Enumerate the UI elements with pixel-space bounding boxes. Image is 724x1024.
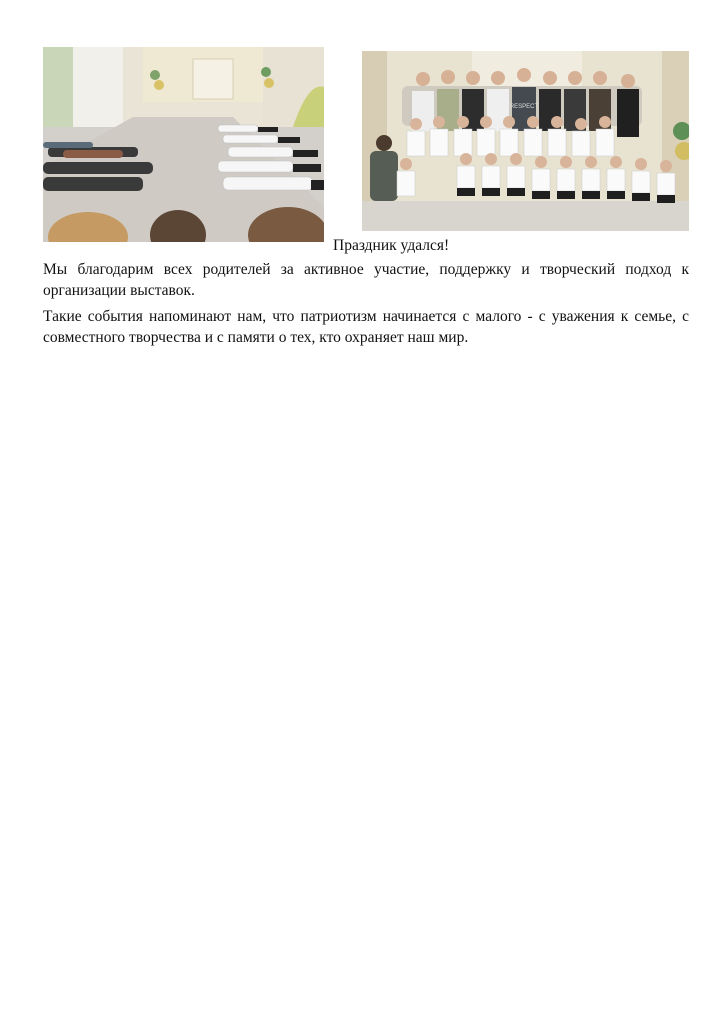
photo-caption: Праздник удался! (333, 237, 450, 254)
thanks-paragraph: Мы благодарим всех родителей за активное участие, поддержку и творческий подход к организации выставок. (43, 261, 689, 299)
pushups-photo-illustration (43, 47, 324, 242)
group-photo (362, 51, 689, 231)
pushups-photo (43, 47, 324, 242)
patriotism-paragraph: Такие события напоминают нам, что патриотизм начинается с малого - с уважения к семье, с совместного творчества и с памяти о тех, кто охраняет наш мир. (43, 308, 689, 346)
group-photo-illustration (362, 51, 689, 231)
respect-shirt-text: RESPECT (509, 104, 539, 110)
